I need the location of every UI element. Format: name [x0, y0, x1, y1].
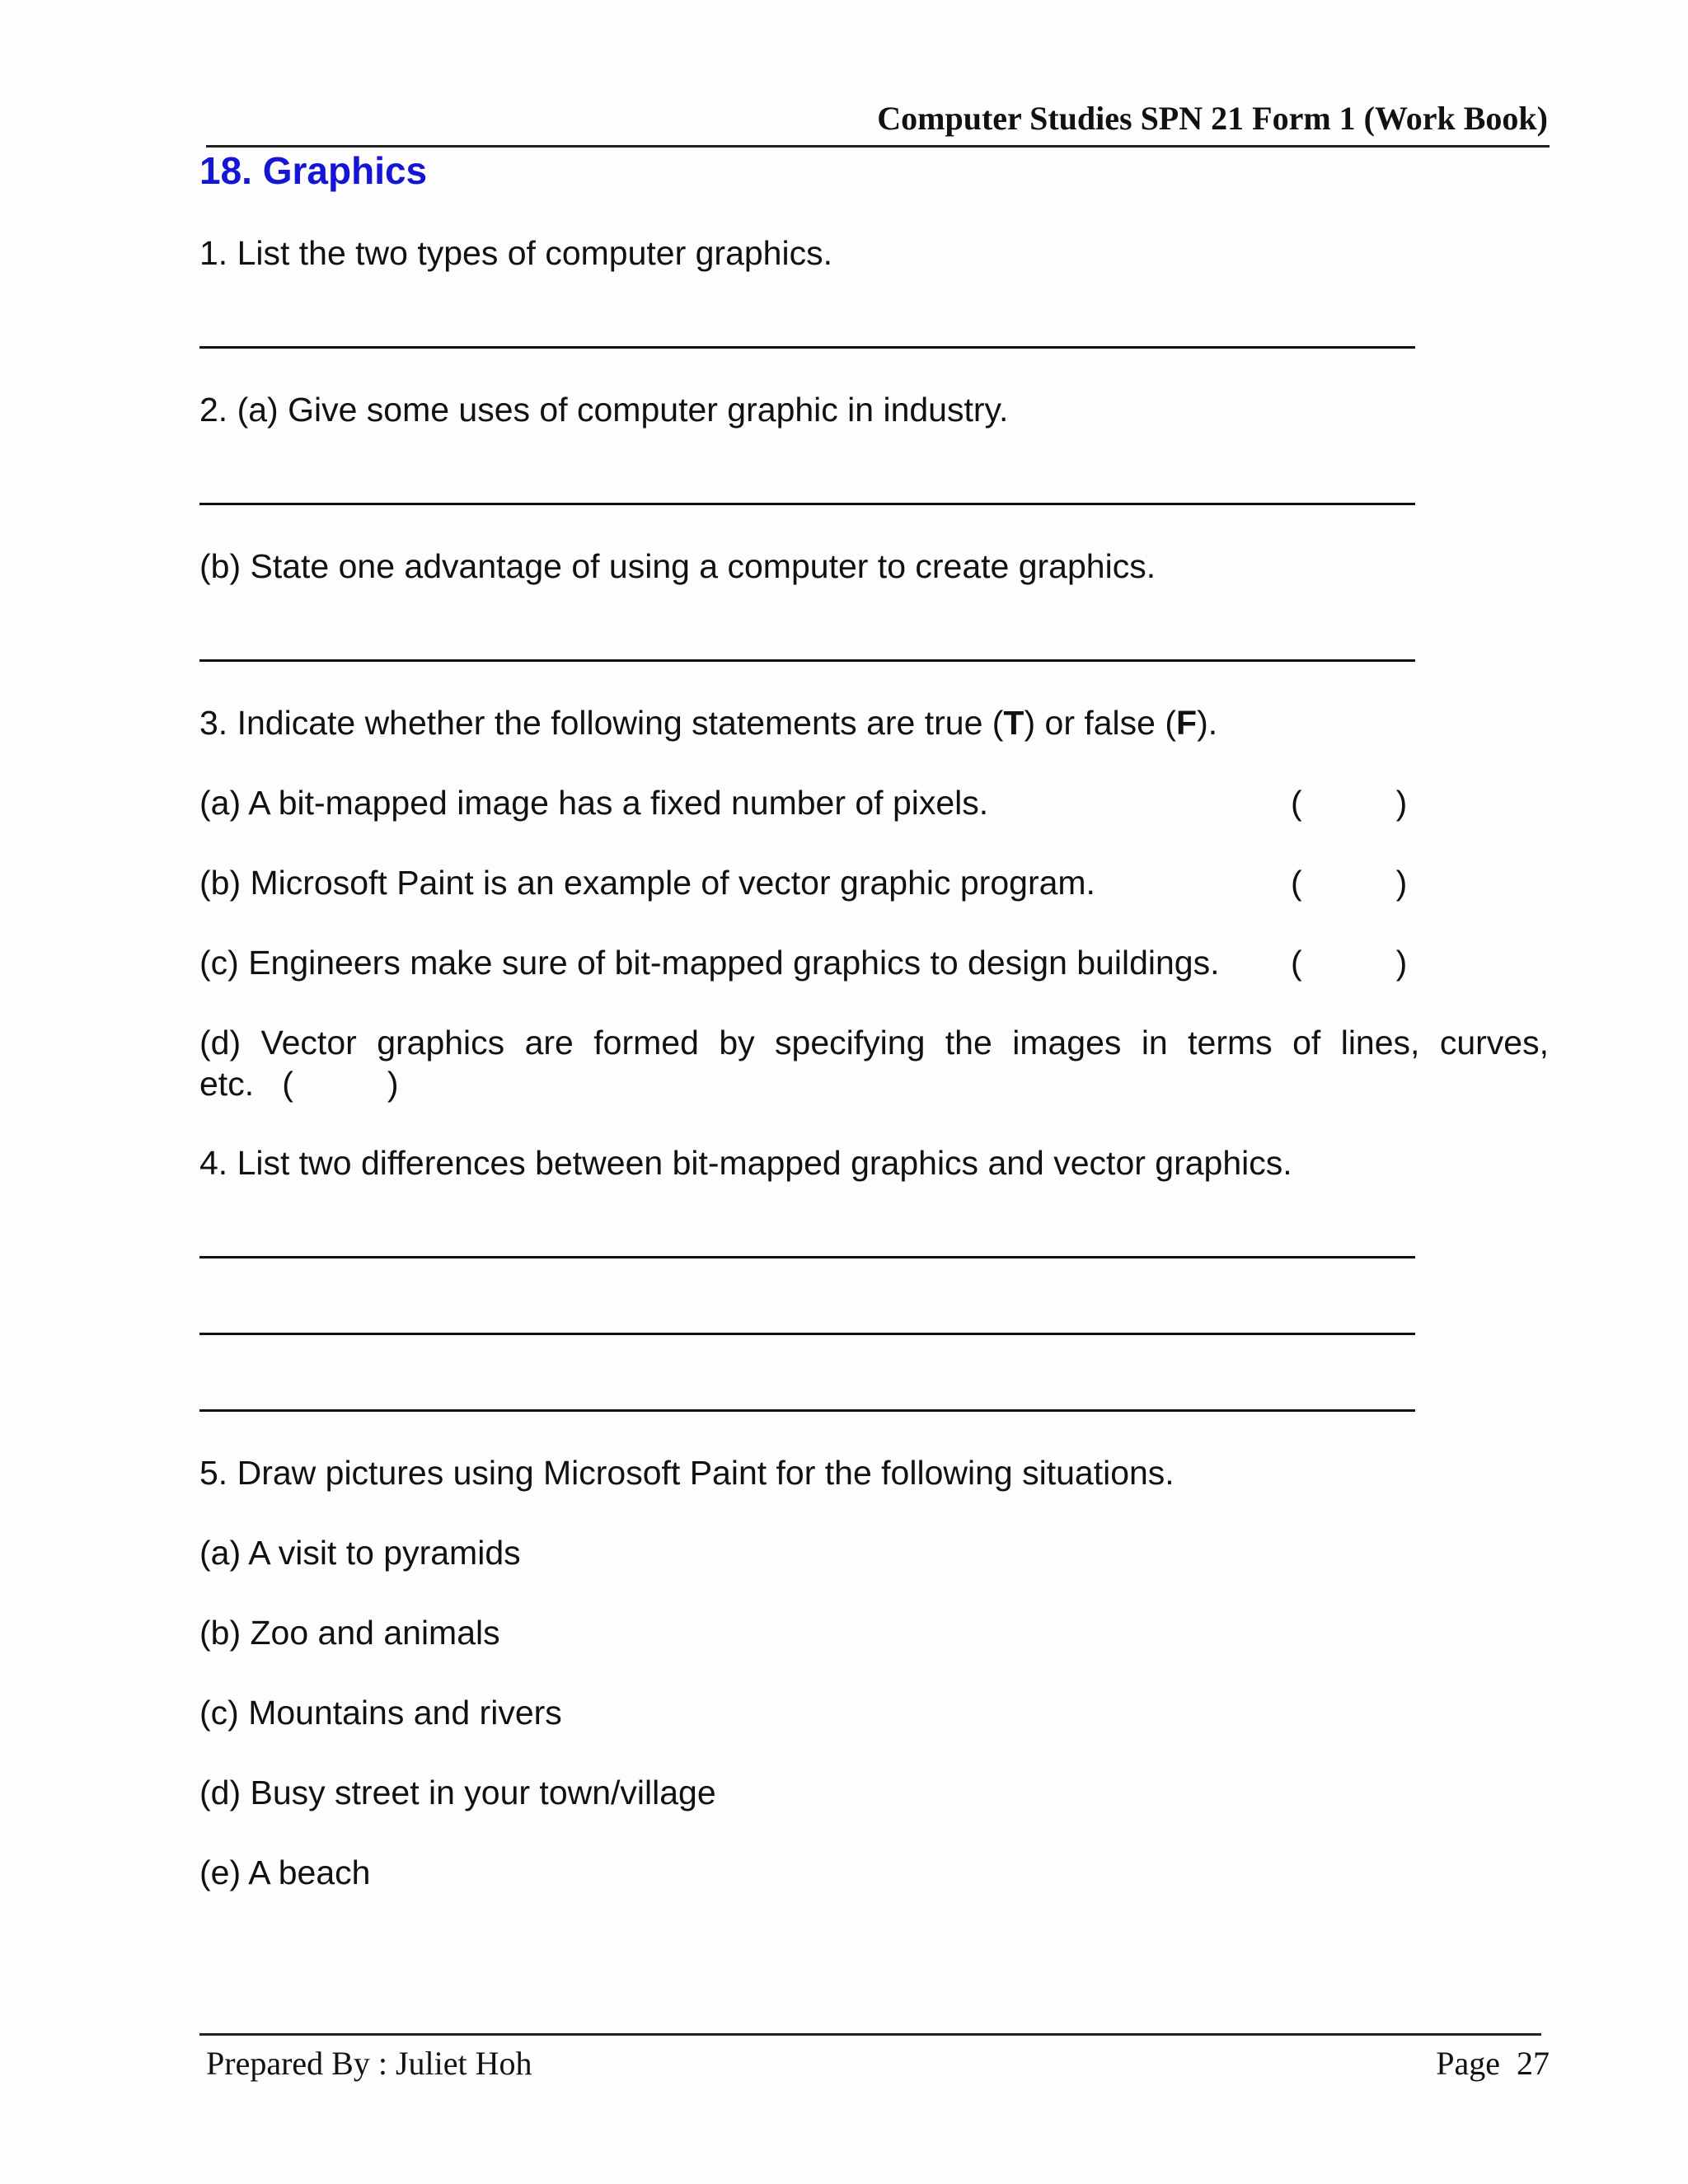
true-letter: T — [1003, 704, 1025, 742]
header-title: Computer Studies SPN 21 Form 1 (Work Book) — [877, 100, 1548, 137]
answer-line-q2b — [199, 659, 1415, 662]
footer-prepared-by: Prepared By : Juliet Hoh — [206, 2045, 532, 2082]
answer-box-3c[interactable] — [1291, 942, 1407, 983]
answer-box-3a-paren: ( ) — [1291, 784, 1408, 822]
question-5: 5. Draw pictures using Microsoft Paint for the following situations. — [199, 1454, 1175, 1492]
question-3d-text: (d) Vector graphics are formed by specifying the images in terms of lines, curves, etc. — [199, 1024, 1549, 1103]
answer-line-q4-3 — [199, 1409, 1415, 1412]
question-3c-text: (c) Engineers make sure of bit-mapped graphics to design buildings. — [199, 944, 1220, 982]
question-2a: 2. (a) Give some uses of computer graphic in industry. — [199, 391, 1009, 429]
question-3-suffix: ). — [1197, 704, 1218, 742]
question-5e: (e) A beach — [199, 1854, 371, 1891]
header-rule — [206, 145, 1550, 148]
question-5c: (c) Mountains and rivers — [199, 1694, 562, 1732]
question-4: 4. List two differences between bit-mapped graphics and vector graphics. — [199, 1144, 1292, 1182]
question-5b: (b) Zoo and animals — [199, 1614, 500, 1652]
footer-rule — [199, 2033, 1541, 2036]
question-3b: (b) Microsoft Paint is an example of vector graphic program. — [199, 864, 1095, 902]
question-3 — [199, 702, 1217, 743]
answer-box-3d[interactable]: ( ) — [282, 1065, 399, 1103]
question-5d: (d) Busy street in your town/village — [199, 1774, 716, 1811]
section-title: 18. Graphics — [199, 149, 428, 192]
question-3d — [199, 1022, 1549, 1104]
false-letter: F — [1176, 704, 1198, 742]
question-3-prefix: 3. Indicate whether the following statements are true ( — [199, 704, 1004, 742]
question-3c — [199, 942, 1220, 983]
question-2b: (b) State one advantage of using a computer to create graphics. — [199, 547, 1156, 585]
question-3-middle: ) or false ( — [1024, 704, 1177, 742]
answer-box-3b-paren: ( ) — [1291, 864, 1408, 902]
question-1: 1. List the two types of computer graphics. — [199, 234, 832, 272]
answer-box-3a[interactable] — [1291, 782, 1407, 823]
answer-box-3c-paren: ( ) — [1291, 944, 1408, 982]
answer-box-3b[interactable] — [1291, 862, 1407, 903]
answer-line-q1 — [199, 346, 1415, 349]
answer-line-q4-2 — [199, 1333, 1415, 1335]
footer-page-number: Page 27 — [1436, 2045, 1550, 2082]
answer-line-q2a — [199, 503, 1415, 505]
question-3a: (a) A bit-mapped image has a fixed number of pixels. — [199, 784, 989, 822]
answer-line-q4-1 — [199, 1256, 1415, 1258]
question-5a: (a) A visit to pyramids — [199, 1534, 521, 1572]
